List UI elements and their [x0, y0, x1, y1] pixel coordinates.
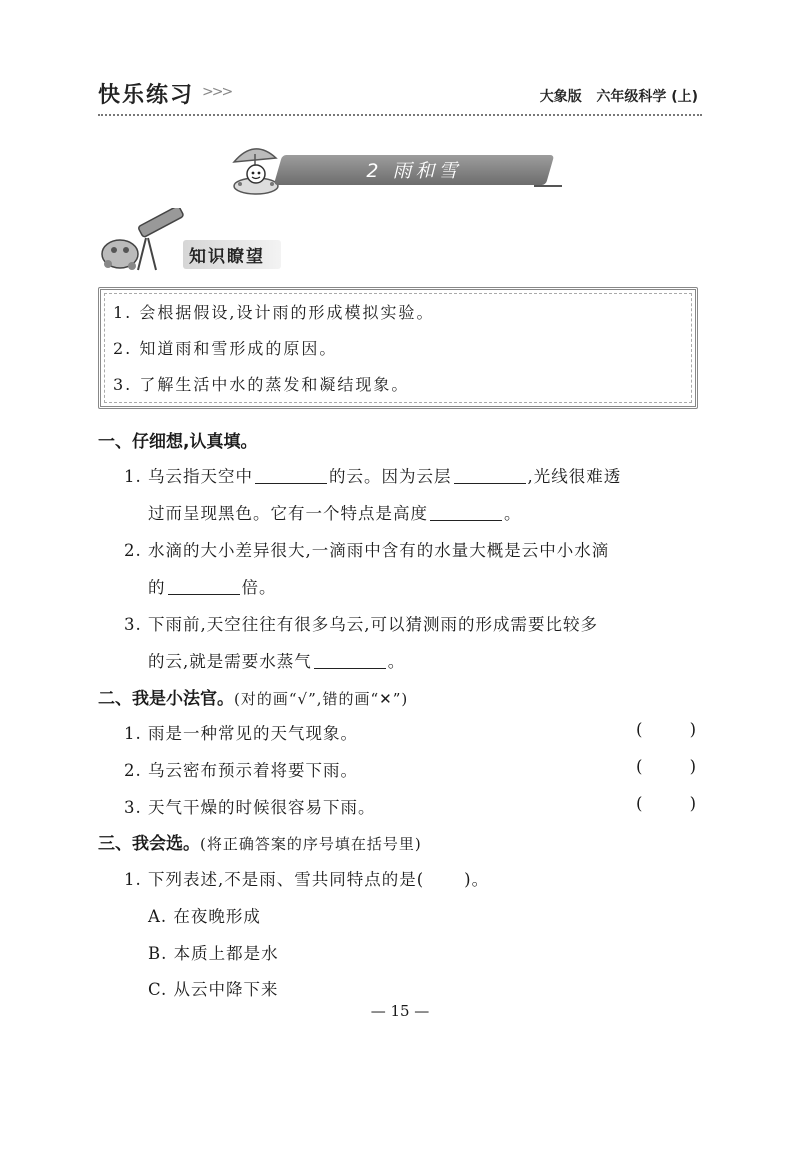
section1-heading: 一、仔细想,认真填。: [98, 432, 258, 452]
question-text: )。: [464, 870, 490, 889]
answer-blank[interactable]: [314, 652, 386, 670]
fill-question-2-line2: [148, 574, 277, 598]
fill-question-3-line1: 3. 下雨前,天空往往有很多乌云,可以猜测雨的形成需要比较多: [124, 615, 598, 634]
question-text: 过而呈现黑色。它有一个特点是高度: [148, 504, 428, 523]
paren-close: ): [689, 757, 696, 776]
title-underline: [534, 185, 562, 187]
judge-item-1: 1. 雨是一种常见的天气现象。: [124, 724, 358, 743]
section2-title: 二、我是小法官。: [98, 689, 234, 709]
objective-item: 3. 了解生活中水的蒸发和凝结现象。: [113, 375, 410, 394]
grade-subject-label: 六年级科学 (上): [596, 89, 698, 105]
question-text: 的: [148, 578, 166, 597]
series-brand: 快乐练习: [98, 83, 195, 108]
paren-open: (: [636, 757, 643, 776]
judge-answer-box-3[interactable]: [636, 794, 696, 813]
judge-item-3: 3. 天气干燥的时候很容易下雨。: [124, 798, 376, 817]
page-number: — 15 —: [370, 1002, 430, 1020]
answer-blank[interactable]: [168, 578, 240, 596]
chevron-decoration: >>>: [202, 84, 232, 100]
fill-question-1-line2: [148, 500, 522, 524]
telescope-icon: [100, 208, 186, 274]
choice-question-1: [124, 866, 489, 890]
judge-answer-box-2[interactable]: [636, 757, 696, 776]
fill-question-1-line1: [124, 463, 621, 487]
choice-option-c: C. 从云中降下来: [148, 980, 279, 999]
learning-objectives-box: [98, 287, 698, 409]
question-text: ,光线很难透: [527, 467, 622, 486]
fill-question-2-line1: 2. 水滴的大小差异很大,一滴雨中含有的水量大概是云中小水滴: [124, 541, 610, 560]
paren-open: (: [636, 720, 643, 739]
header-divider: [98, 114, 702, 116]
fill-question-3-line2: [148, 648, 405, 672]
section3-heading: [98, 829, 422, 854]
objective-item: 2. 知道雨和雪形成的原因。: [113, 339, 338, 358]
choice-option-a: A. 在夜晚形成: [148, 907, 261, 926]
paren-close: ): [689, 720, 696, 739]
question-text: 1. 乌云指天空中: [124, 467, 253, 486]
answer-blank[interactable]: [430, 504, 502, 522]
judge-answer-box-1[interactable]: [636, 720, 696, 739]
judge-item-2: 2. 乌云密布预示着将要下雨。: [124, 761, 358, 780]
lesson-title-banner: [228, 140, 562, 198]
question-text: 。: [387, 652, 406, 671]
question-text: 的云,就是需要水蒸气: [148, 652, 312, 671]
paren-close: ): [689, 794, 696, 813]
question-text: 。: [504, 504, 522, 523]
question-text: 倍。: [241, 578, 277, 597]
page-header: [98, 72, 702, 116]
answer-blank[interactable]: [454, 467, 526, 485]
answer-blank[interactable]: [255, 467, 327, 485]
section3-title: 三、我会选。: [98, 834, 200, 854]
objective-item: 1. 会根据假设,设计雨的形成模拟实验。: [113, 303, 435, 322]
question-text: 1. 下列表述,不是雨、雪共同特点的是(: [124, 870, 425, 889]
knowledge-section-label: 知识瞭望: [183, 240, 281, 269]
lesson-title: 2 雨和雪: [366, 160, 462, 182]
book-info: [540, 86, 698, 106]
question-text: 的云。因为云层: [329, 467, 452, 486]
edition-label: 大象版: [539, 89, 582, 105]
paren-open: (: [636, 794, 643, 813]
section3-instruction: (将正确答案的序号填在括号里): [200, 835, 422, 853]
section2-instruction: (对的画“√”,错的画“✕”): [234, 690, 409, 708]
section2-heading: [98, 684, 408, 709]
choice-option-b: B. 本质上都是水: [148, 944, 279, 963]
